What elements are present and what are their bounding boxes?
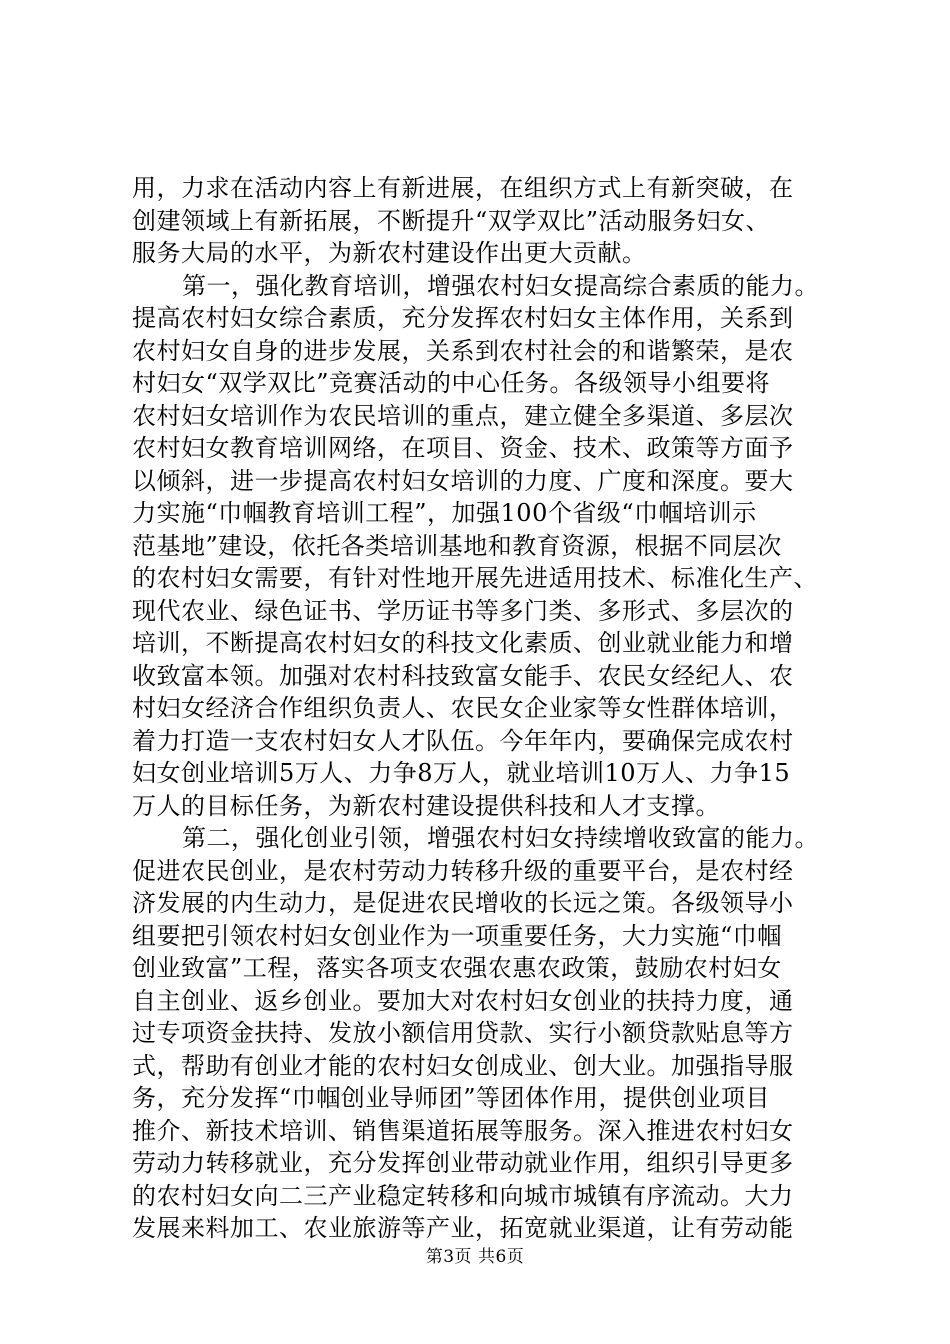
text-line: 创业致富”工程，落实各项支农强农惠农政策，鼓励农村妇女 [132,954,782,982]
text-line: 劳动力转移就业，充分发挥创业带动就业作用，组织引导更多 [132,1149,794,1177]
text-line: 服务大局的水平，为新农村建设作出更大贡献。 [132,239,647,267]
text-line: 现代农业、绿色证书、学历证书等多门类、多形式、多层次的 [132,596,794,625]
page-number-footer: 第3页 共6页 [425,1247,525,1267]
text-line: 发展来料加工、农业旅游等产业，拓宽就业渠道，让有劳动能 [132,1214,794,1242]
text-line: 提高农村妇女综合素质，充分发挥农村妇女主体作用，关系到 [132,304,794,332]
text-line: 过专项资金扶持、发放小额信用贷款、实行小额贷款贴息等方 [132,1019,794,1047]
document-body [132,172,832,1245]
paragraph-heading-line: 第一，强化教育培训，增强农村妇女提高综合素质的能力。 [182,271,819,300]
text-line: 农村妇女教育培训网络，在项目、资金、技术、政策等方面予 [132,434,794,462]
text-line: 的农村妇女需要，有针对性地开展先进适用技术、标准化生产、 [132,564,818,592]
text-line: 的农村妇女向二三产业稳定转移和向城市城镇有序流动。大力 [132,1181,794,1210]
text-line: 农村妇女培训作为农民培训的重点，建立健全多渠道、多层次 [132,401,794,430]
text-line: 式，帮助有创业才能的农村妇女创成业、创大业。加强指导服 [132,1051,794,1080]
text-line: 自主创业、返乡创业。要加大对农村妇女创业的扶持力度，通 [132,986,794,1015]
text-line: 务，充分发挥“巾帼创业导师团”等团体作用，提供创业项目 [132,1084,771,1112]
text-line: 济发展的内生动力，是促进农民增收的长远之策。各级领导小 [132,889,794,917]
text-line: 培训，不断提高农村妇女的科技文化素质、创业就业能力和增 [132,629,794,657]
text-line: 用，力求在活动内容上有新进展，在组织方式上有新突破，在 [132,174,794,202]
paragraph-heading-line: 第二，强化创业引领，增强农村妇女持续增收致富的能力。 [182,824,819,852]
text-line: 组要把引领农村妇女创业作为一项重要任务，大力实施“巾帼 [132,921,782,950]
text-line: 促进农民创业，是农村劳动力转移升级的重要平台，是农村经 [132,856,794,885]
text-line: 力实施“巾帼教育培训工程”，加强100个省级“巾帼培训示 [132,499,757,527]
text-line: 农村妇女自身的进步发展，关系到农村社会的和谐繁荣，是农 [132,336,794,365]
text-line: 着力打造一支农村妇女人才队伍。今年年内，要确保完成农村 [132,726,794,755]
text-line: 收致富本领。加强对农村科技致富女能手、农民女经纪人、农 [132,661,794,690]
text-line: 村妇女“双学双比”竞赛活动的中心任务。各级领导小组要将 [132,369,771,397]
text-line: 范基地”建设，依托各类培训基地和教育资源，根据不同层次 [132,531,782,560]
text-line: 妇女创业培训5万人、力争8万人，就业培训10万人、力争15 [132,759,791,787]
text-line: 以倾斜，进一步提高农村妇女培训的力度、广度和深度。要大 [132,466,794,495]
text-line: 万人的目标任务，为新农村建设提供科技和人才支撑。 [132,791,720,820]
text-line: 推介、新技术培训、销售渠道拓展等服务。深入推进农村妇女 [132,1116,794,1145]
text-line: 创建领域上有新拓展，不断提升“双学双比”活动服务妇女、 [132,206,771,235]
text-line: 村妇女经济合作组织负责人、农民女企业家等女性群体培训， [132,694,794,722]
